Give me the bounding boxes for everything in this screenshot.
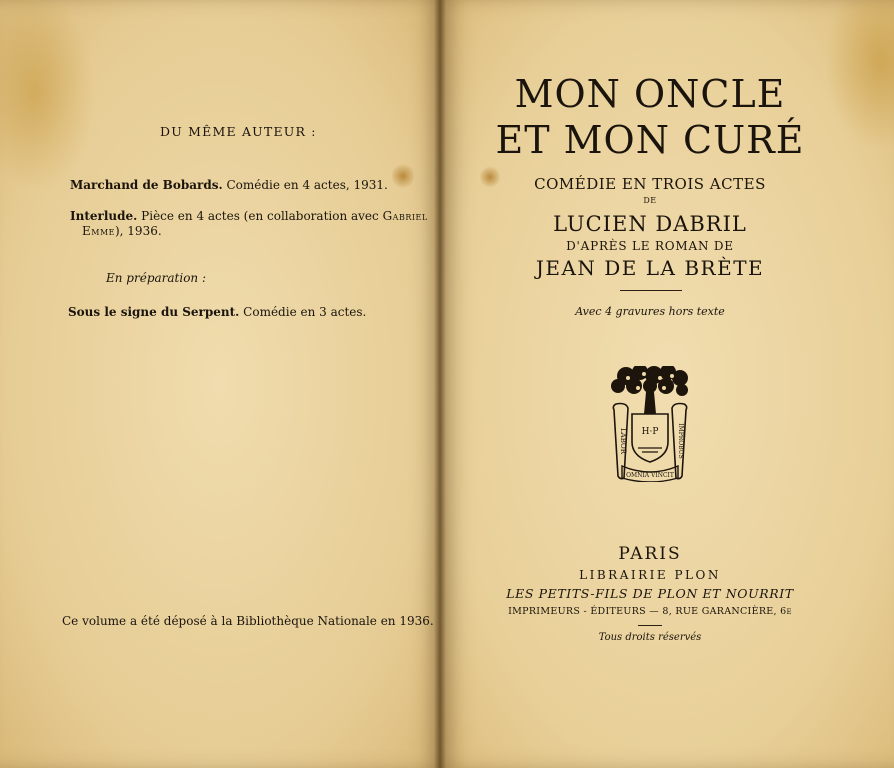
paper-stain bbox=[392, 162, 414, 190]
publisher-emblem bbox=[608, 366, 692, 482]
preparation-label: En préparation : bbox=[106, 271, 207, 285]
divider-rule bbox=[638, 625, 662, 626]
divider-rule bbox=[620, 290, 682, 291]
upcoming-work bbox=[68, 305, 366, 319]
same-author-heading: DU MÊME AUTEUR : bbox=[160, 124, 317, 139]
work-entry bbox=[70, 178, 388, 192]
publisher-city: PARIS bbox=[618, 544, 682, 564]
work-title: Marchand de Bobards. bbox=[70, 178, 223, 192]
motto-left: LABOR bbox=[619, 428, 627, 454]
monogram: H·P bbox=[641, 427, 659, 437]
book-title-line-1: MON ONCLE bbox=[514, 72, 786, 116]
work-entry bbox=[70, 209, 428, 223]
collaborator-name: Gabriel bbox=[382, 209, 428, 223]
rights-note: Tous droits réservés bbox=[598, 632, 702, 643]
printer-address: IMPRIMEURS - ÉDITEURS — 8, RUE GARANCIÈRE, 6e bbox=[508, 606, 792, 617]
book-gutter bbox=[434, 0, 446, 768]
book-title-line-2: ET MON CURÉ bbox=[495, 118, 805, 162]
tree-emblem-icon bbox=[608, 366, 692, 482]
right-page bbox=[440, 0, 894, 768]
by-label: DE bbox=[643, 196, 657, 205]
left-page bbox=[0, 0, 440, 768]
illustrations-note: Avec 4 gravures hors texte bbox=[575, 305, 725, 318]
work-entry-continued bbox=[82, 224, 162, 238]
motto-right: IMPROBUS bbox=[677, 423, 684, 459]
publisher-subtitle: LES PETITS-FILS DE PLON ET NOURRIT bbox=[506, 586, 794, 601]
work-title: Sous le signe du Serpent. bbox=[68, 305, 240, 319]
work-description: Pièce en 4 actes (en collaboration avec bbox=[141, 209, 383, 223]
author-name: LUCIEN DABRIL bbox=[553, 212, 747, 236]
work-description: Comédie en 3 actes. bbox=[243, 305, 367, 319]
motto-bottom: OMNIA VINCIT bbox=[626, 472, 674, 479]
work-title: Interlude. bbox=[70, 209, 138, 223]
after-novel-label: D'APRÈS LE ROMAN DE bbox=[566, 239, 734, 253]
subtitle: COMÉDIE EN TROIS ACTES bbox=[534, 175, 766, 193]
novelist-name: JEAN DE LA BRÈTE bbox=[535, 256, 765, 280]
deposit-note: Ce volume a été déposé à la Bibliothèque Nationale en 1936. bbox=[62, 614, 434, 628]
work-description: ), 1936. bbox=[114, 224, 162, 238]
work-description: Comédie en 4 actes, 1931. bbox=[226, 178, 388, 192]
collaborator-name: Emme bbox=[82, 224, 115, 238]
publisher-name: LIBRAIRIE PLON bbox=[579, 568, 721, 582]
